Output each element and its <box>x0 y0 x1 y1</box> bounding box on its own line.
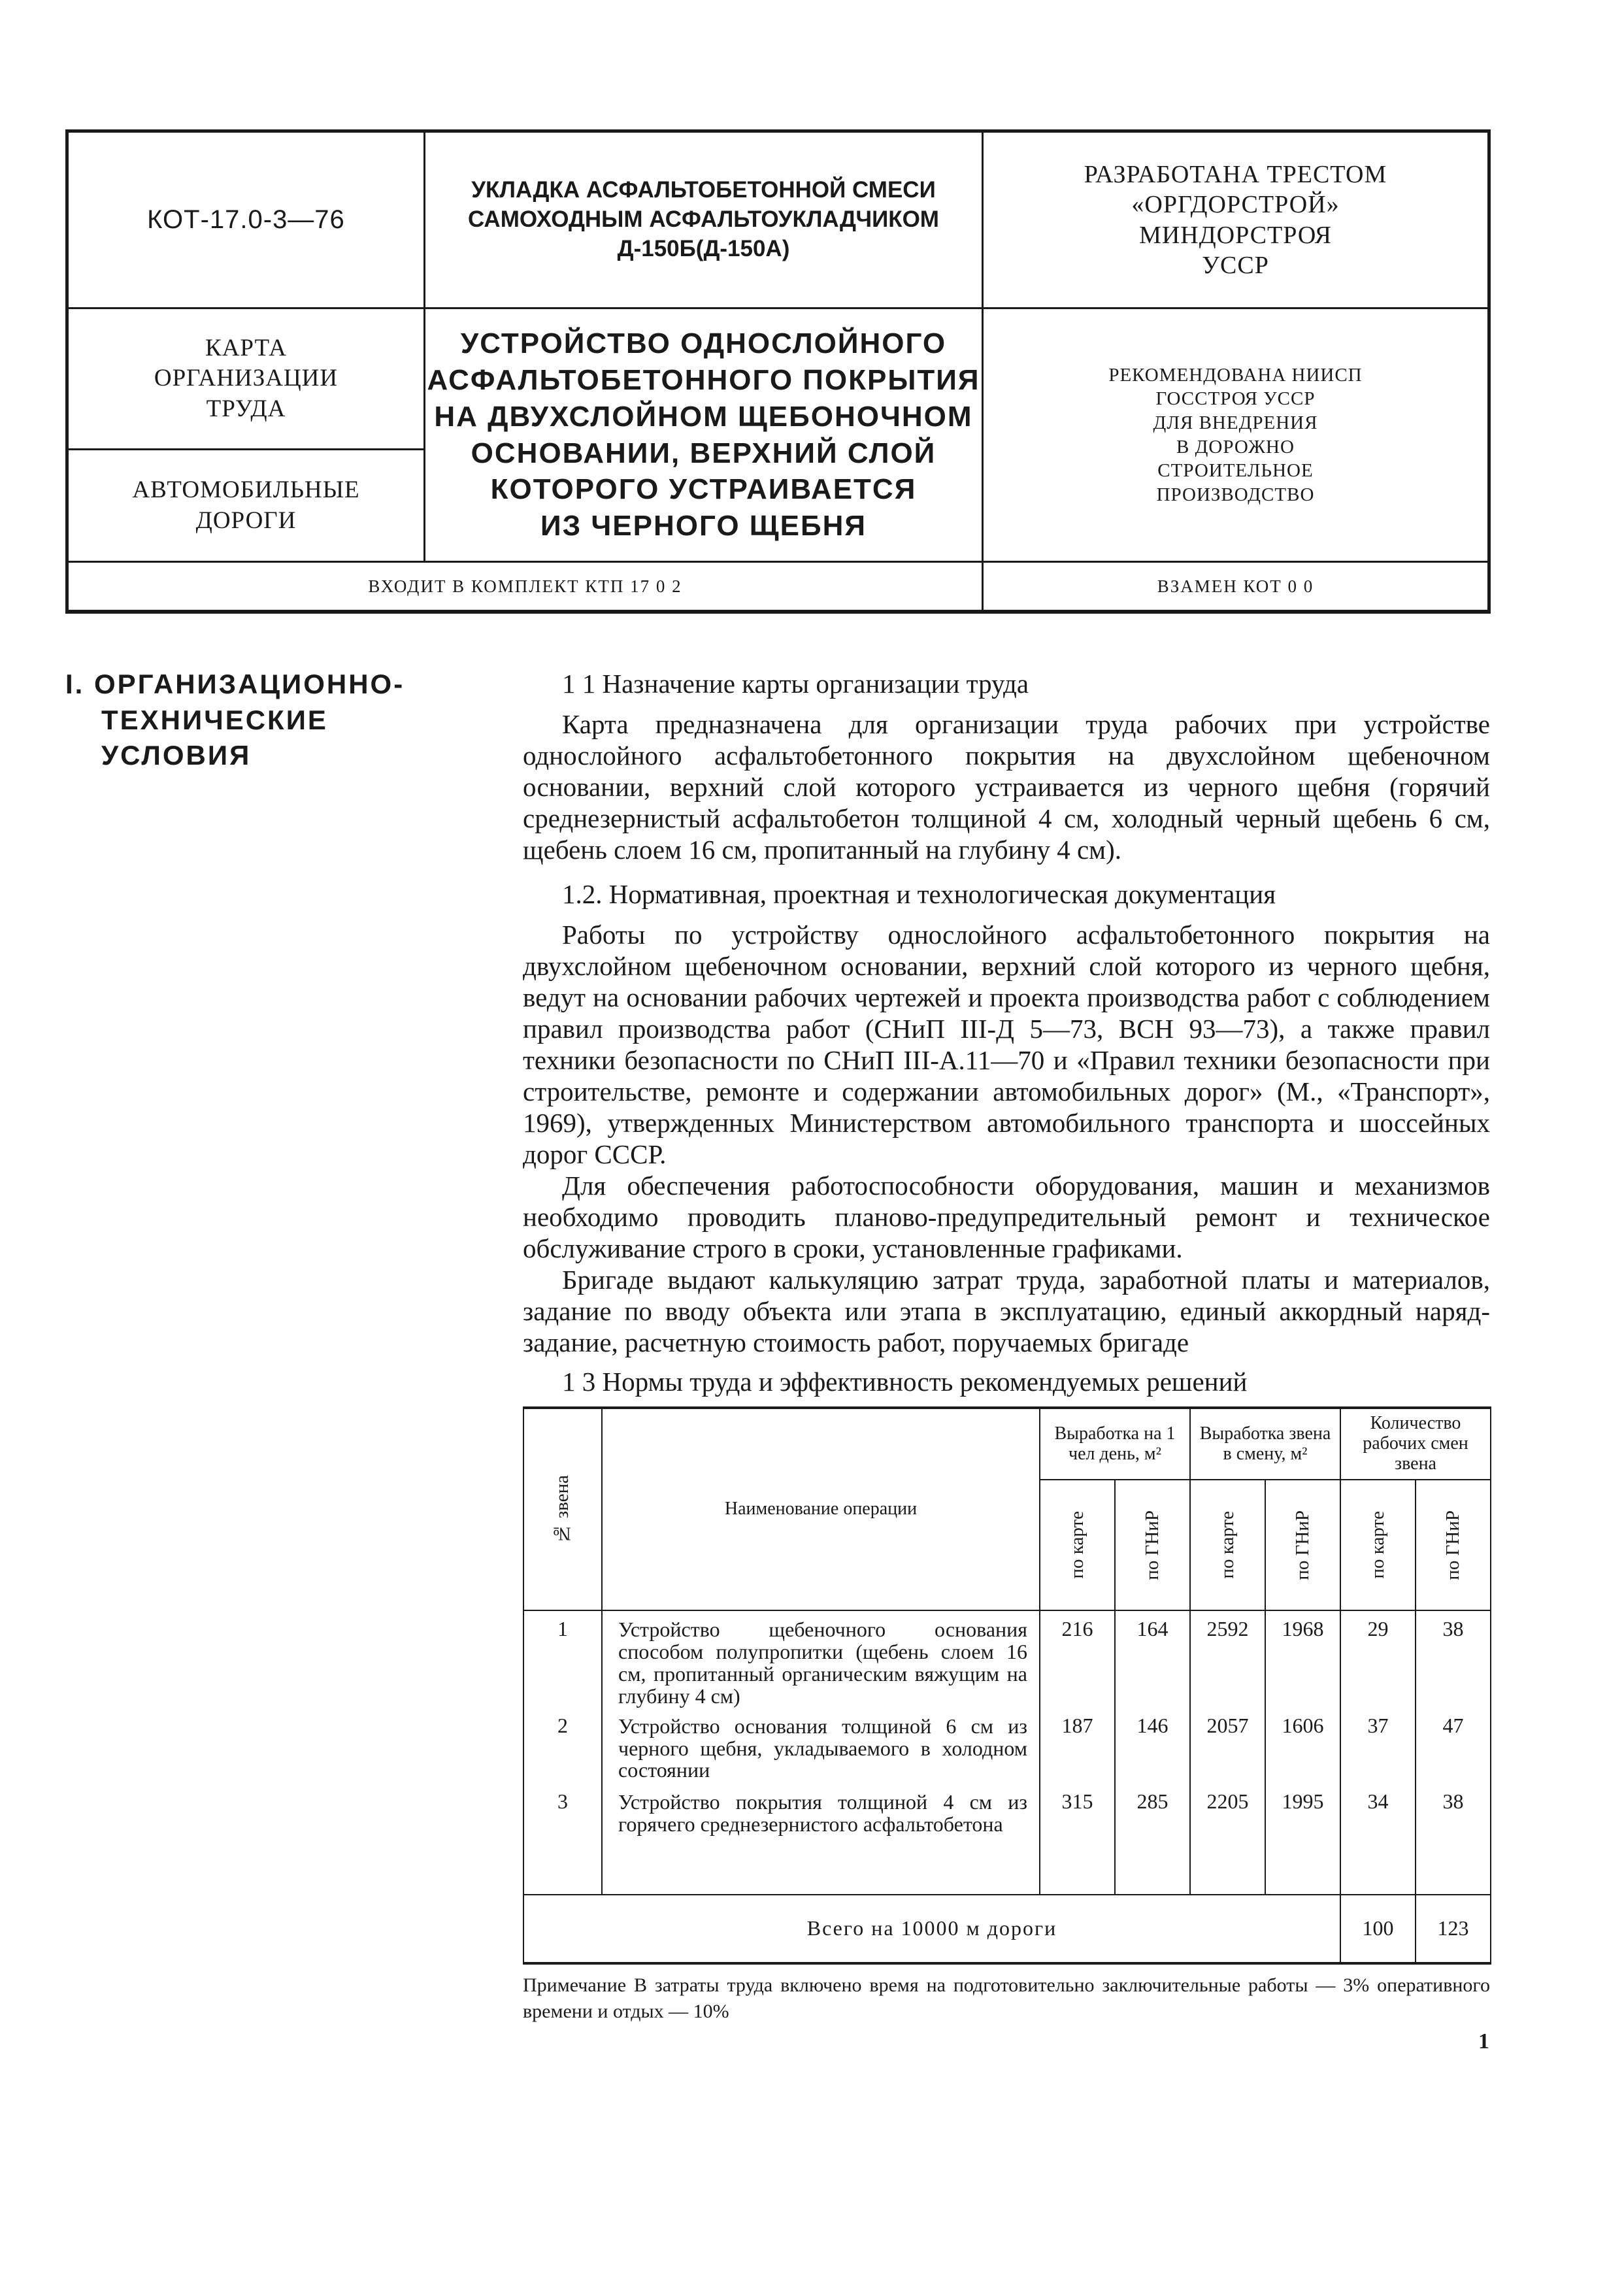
section-number: I. <box>65 669 85 699</box>
body-text <box>523 668 1490 1358</box>
row-value: 216 <box>1040 1610 1115 1708</box>
table-row <box>523 1708 1491 1784</box>
recommendation: РЕКОМЕНДОВАНА НИИСП ГОССТРОЯ УССР ДЛЯ ВНЕДРЕНИЯ В ДОРОЖНО СТРОИТЕЛЬНОЕ ПРОИЗВОДСТВО <box>1108 364 1363 505</box>
replaces-doc: ВЗАМЕН КОТ 0 0 <box>1157 576 1314 596</box>
row-value: 285 <box>1115 1784 1190 1895</box>
row-operation: Устройство основания толщиной 6 см из черного щебня, укладываемого в холодном состоянии <box>602 1708 1040 1784</box>
header-right-border <box>1487 129 1491 614</box>
subheader-gnir: по ГНиР <box>1416 1480 1491 1610</box>
section-title-line3: УСЛОВИЯ <box>101 740 252 771</box>
subsection-heading-1-2: 1.2. Нормативная, проектная и технологическая документация <box>562 879 1276 909</box>
subheader-card: по карте <box>1190 1480 1265 1610</box>
row-unit-number: 3 <box>523 1784 602 1895</box>
paragraph-maintenance: Для обеспечения работоспособности оборудования, машин и механизмов необходимо проводить планово-предупредительный ремонт и техническое обслуживание строго в сроки, установленные графиками. <box>523 1171 1490 1263</box>
header-bottom-border <box>65 610 1490 614</box>
row-value: 38 <box>1416 1784 1491 1895</box>
row-unit-number: 1 <box>523 1610 602 1708</box>
doc-code: КОТ-17.0-3—76 <box>147 205 345 234</box>
subheader-card: по карте <box>1040 1480 1115 1610</box>
row-value: 29 <box>1340 1610 1416 1708</box>
developer-info: РАЗРАБОТАНА ТРЕСТОМ «ОРГДОРСТРОЙ» МИНДОРСТРОЯ УССР <box>1084 160 1387 279</box>
row-value: 1995 <box>1265 1784 1340 1895</box>
paragraph-regulations: Работы по устройству однослойного асфальтобетонного покрытия на двухслойном щебеночном основании, верхний слой которого из черного щебня, ведут на основании рабочих чертежей и проекта производства работ с соблюдением правил производства работ (СНиП III-Д 5—73, ВСН 93—73), а также правил техники безопасности по СНиП III-А.11—70 и «Правил техники безопасности при строительстве, ремонте и содержании автомобильных дорог» (М., «Транспорт», 1969), утвержденных Министерством автомобильного транспорта и шоссейных дорог СССР. <box>523 920 1490 1169</box>
subheader-gnir: по ГНиР <box>1265 1480 1340 1610</box>
row-value: 187 <box>1040 1708 1115 1784</box>
doc-subject: УКЛАДКА АСФАЛЬТОБЕТОННОЙ СМЕСИ САМОХОДНЫМ АСФАЛЬТОУКЛАДЧИКОМ Д-150Б(Д-150А) <box>468 177 939 261</box>
col-header-output-per-unit: Выработка звена в смену, м² <box>1190 1408 1340 1480</box>
subsection-heading-1-3: 1 3 Нормы труда и эффективность рекомендуемых решений <box>562 1367 1248 1397</box>
document-header <box>65 129 1490 614</box>
norms-table <box>523 1406 1490 1965</box>
total-card: 100 <box>1340 1895 1416 1963</box>
total-row <box>523 1895 1491 1963</box>
subsection-heading-1-1: 1 1 Назначение карты организации труда <box>562 669 1029 699</box>
included-in-set: ВХОДИТ В КОМПЛЕКТ КТП 17 0 2 <box>368 576 682 596</box>
col-header-operation: Наименование операции <box>602 1408 1040 1610</box>
row-value: 315 <box>1040 1784 1115 1895</box>
section-title-line2: ТЕХНИЧЕСКИЕ <box>101 704 328 735</box>
subheader-gnir: по ГНиР <box>1115 1480 1190 1610</box>
table-row <box>523 1610 1491 1708</box>
table-row <box>523 1784 1491 1895</box>
row-value: 146 <box>1115 1708 1190 1784</box>
page-number: 1 <box>1478 2029 1489 2053</box>
table-note: Примечание В затраты труда включено время на подготовительно заключительные работы — 3% оперативного времени и отдых — 10% <box>523 1974 1490 2022</box>
doc-title: УСТРОЙСТВО ОДНОСЛОЙНОГО АСФАЛЬТОБЕТОННОГО ПОКРЫТИЯ НА ДВУХСЛОЙНОМ ЩЕБОНОЧНОМ ОСНОВАНИИ, ВЕРХНИЙ СЛОЙ КОТОРОГО УСТРАИВАЕТСЯ ИЗ ЧЕРНОГО ЩЕБНЯ <box>427 327 980 542</box>
total-gnir: 123 <box>1416 1895 1491 1963</box>
section-title-line1: ОРГАНИЗАЦИОННО- <box>94 669 405 699</box>
col-header-shifts: Количество рабочих смен звена <box>1340 1408 1491 1480</box>
row-value: 1968 <box>1265 1610 1340 1708</box>
row-value: 37 <box>1340 1708 1416 1784</box>
col-header-output-per-worker: Выработка на 1 чел день, м² <box>1040 1408 1190 1480</box>
row-value: 2057 <box>1190 1708 1265 1784</box>
subheader-card: по карте <box>1340 1480 1416 1610</box>
section-heading <box>65 667 457 774</box>
row-value: 2205 <box>1190 1784 1265 1895</box>
row-value: 47 <box>1416 1708 1491 1784</box>
row-operation: Устройство щебеночного основания способом полупропитки (щебень слоем 16 см, пропитанный органическим вяжущим на глубину 4 см) <box>602 1610 1040 1708</box>
row-value: 2592 <box>1190 1610 1265 1708</box>
total-label: Всего на 10000 м дороги <box>523 1895 1340 1963</box>
row-value: 164 <box>1115 1610 1190 1708</box>
col-header-unit-number: № звена <box>523 1408 602 1610</box>
card-type: КАРТА ОРГАНИЗАЦИИ ТРУДА <box>154 335 339 422</box>
paragraph-purpose: Карта предназначена для организации труда рабочих при устройстве однослойного асфальтобетонного покрытия на двухслойном щебеночном основании, верхний слой которого устраивается из черного щебня (горячий среднезернистый асфальтобетон толщиной 4 см, холодный черный щебень 6 см, щебень слоем 16 см, пропитанный на глубину 4 см). <box>523 709 1490 865</box>
row-value: 38 <box>1416 1610 1491 1708</box>
category: АВТОМОБИЛЬНЫЕ ДОРОГИ <box>132 476 360 534</box>
row-value: 34 <box>1340 1784 1416 1895</box>
paragraph-brigade: Бригаде выдают калькуляцию затрат труда, заработной платы и материалов, задание по вводу объекта или этапа в эксплуатацию, единый аккордный наряд-задание, расчетную стоимость работ, поручаемых бригаде <box>523 1265 1490 1357</box>
row-operation: Устройство покрытия толщиной 4 см из горячего среднезернистого асфальтобетона <box>602 1784 1040 1895</box>
row-value: 1606 <box>1265 1708 1340 1784</box>
row-unit-number: 2 <box>523 1708 602 1784</box>
